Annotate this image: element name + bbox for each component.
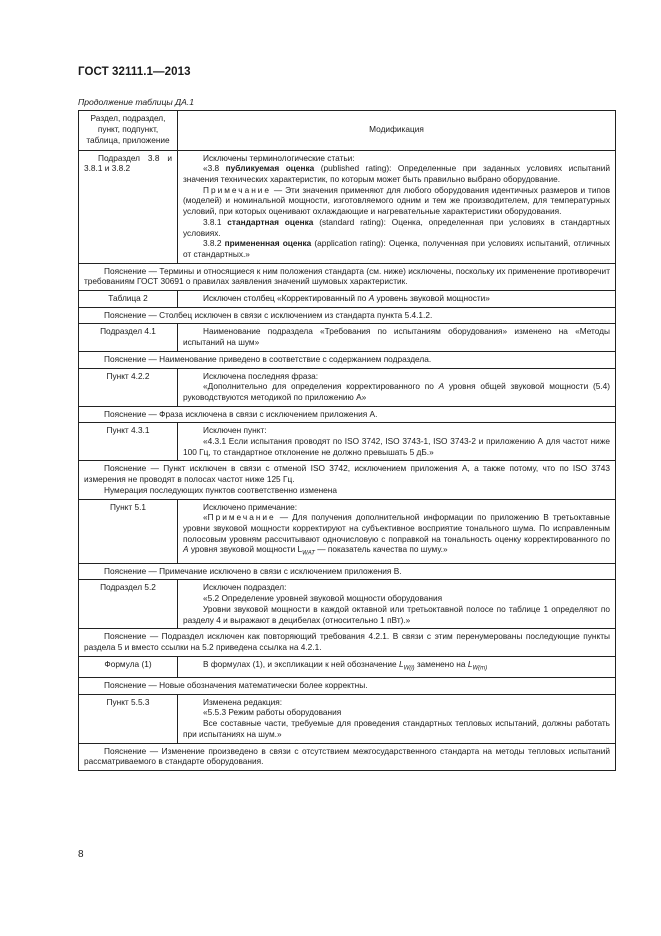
col2-header: Модификация	[178, 111, 616, 151]
mod-line: «5.5.3 Режим работы оборудования	[203, 707, 342, 718]
row-modification: Наименование подраздела «Требования по испытаниям оборудования» изменено на «Методы испытаний на шум»	[178, 324, 616, 351]
modification-table	[78, 110, 616, 771]
table-caption: Продолжение таблицы ДА.1	[78, 97, 195, 107]
note-row	[79, 461, 616, 499]
row-modification	[178, 368, 616, 406]
mod-line: «4.3.1 Если испытания проводят по ISO 3742, ISO 3743-1, ISO 3743-2 и приложению А для частот ниже 100 Гц, то стандартное отклонение не должно превышать 5 дБ.»	[183, 436, 610, 457]
mod-line: Примечание — Эти значения применяют для любого оборудования идентичных размеров и типов (моделей) и номинальной мощности, изготовляемого одним и тем же производителем, для температурных условий, при которых оценивают охлаждающие и нагревательные характеристики оборудования.	[183, 184, 610, 217]
table-row	[79, 324, 616, 351]
mod-line: «5.2 Определение уровней звуковой мощности оборудования	[203, 593, 443, 604]
table-row	[79, 499, 616, 563]
row-modification	[178, 580, 616, 629]
row-label: Подраздел 3.8 и 3.8.1 и 3.8.2	[79, 150, 178, 263]
table-row	[79, 368, 616, 406]
mod-line: «3.8 публикуемая оценка (published rating): Определенные при заданных условиях испытаний значения технических характеристик, по которым может быть правильно выбрано оборудование.	[183, 163, 610, 185]
explanation-note: Пояснение — Новые обозначения математически более корректны.	[79, 678, 616, 695]
row-label: Пункт 4.3.1	[79, 423, 178, 461]
mod-line: «Дополнительно для определения корректированного по А уровня общей звуковой мощности (5.4) руководствуются методикой по приложению А»	[183, 381, 610, 402]
table-row	[79, 150, 616, 263]
explanation-note: Пояснение — Пункт исключен в связи с отменой ISO 3742, исключением приложения А, а также потому, что по ISO 3743 измерения не проводят в полосах частот ниже 125 Гц. Нумерация последующих пунктов соответственно изменена	[79, 461, 616, 499]
row-modification: В формулах (1), и экспликации к ней обозначение $L_{W(i)}$ заменено на $L_{W(m)}$	[178, 656, 616, 677]
row-modification	[178, 694, 616, 743]
mod-line: Исключена последняя фраза:	[203, 370, 319, 381]
table-row	[79, 423, 616, 461]
note-row	[79, 743, 616, 770]
row-label: Подраздел 5.2	[79, 580, 178, 629]
mod-line: 3.8.2 примененная оценка (application rating): Оценка, полученная при условиях испытаний, отличных от стандартных.»	[183, 238, 611, 259]
row-label: Подраздел 4.1	[79, 324, 178, 351]
row-modification	[178, 150, 616, 263]
table-row	[79, 291, 616, 308]
table-row	[79, 656, 616, 677]
document-header: ГОСТ 32111.1—2013	[78, 66, 191, 78]
row-label: Пункт 4.2.2	[79, 368, 178, 406]
row-modification: Исключен столбец «Корректированный по А уровень звуковой мощности»	[178, 291, 616, 308]
row-modification	[178, 499, 616, 563]
mod-line: Исключен подраздел:	[203, 582, 287, 593]
mod-line: Изменена редакция:	[203, 696, 283, 707]
table-row	[79, 694, 616, 743]
note-row	[79, 406, 616, 423]
explanation-note: Пояснение — Изменение произведено в связи с отсутствием межгосударственного стандарта на методы тепловых испытаний рассматриваемого в стандарте оборудования.	[79, 743, 616, 770]
row-label: Таблица 2	[79, 291, 178, 308]
row-modification	[178, 423, 616, 461]
note-row	[79, 351, 616, 368]
table-row	[79, 580, 616, 629]
page-number: 8	[78, 849, 84, 860]
note-row	[79, 563, 616, 580]
note-row	[79, 263, 616, 290]
explanation-note: Пояснение — Наименование приведено в соответствие с содержанием подраздела.	[79, 351, 616, 368]
col1-header: Раздел, подраздел, пункт, подпункт, таблица, приложение	[79, 111, 178, 151]
mod-line: 3.8.1 стандартная оценка (standard rating): Оценка, определенная при условиях в стандартных условиях.	[183, 216, 611, 238]
explanation-note: Пояснение — Столбец исключен в связи с исключением из стандарта пункта 5.4.1.2.	[79, 307, 616, 324]
row-label: Пункт 5.1	[79, 499, 178, 563]
explanation-note: Пояснение — Фраза исключена в связи с исключением приложения А.	[79, 406, 616, 423]
explanation-note: Пояснение — Примечание исключено в связи с исключением приложения В.	[79, 563, 616, 580]
table-header-row	[79, 111, 616, 151]
row-label: Формула (1)	[79, 656, 178, 677]
mod-line: Исключено примечание:	[203, 501, 298, 512]
mod-line: Исключен пункт:	[203, 425, 267, 436]
note-row	[79, 307, 616, 324]
row-label: Пункт 5.5.3	[79, 694, 178, 743]
mod-line: Все составные части, требуемые для проведения стандартных тепловых испытаний, должны работать при испытаниях на шум.»	[183, 718, 610, 739]
mod-line: «Примечание — Для получения дополнительной информации по приложению В третьоктавные уровни звуковой мощности корректируют на субъективное восприятие тонального шума. По исправленным полосовым уровням рассчитывают одночисловую с поправкой на тональность оценку корректированного по А уровня звуковой мощности $L_{WAT}$ — показатель качества по шуму.»	[183, 512, 610, 558]
note-row	[79, 678, 616, 695]
mod-line: Исключены терминологические статьи:	[203, 152, 355, 163]
explanation-note: Пояснение — Подраздел исключен как повторяющий требования 4.2.1. В связи с этим перенумерованы последующие пункты раздела 5 и вместо ссылки на 5.2 приведена ссылка на 4.2.1.	[79, 629, 616, 656]
mod-line: Уровни звуковой мощности в каждой октавной или третьоктавной полосе по таблице 1 определяют по разделу 4 и выражают в децибелах (относительно 1 пВт).»	[183, 603, 610, 625]
explanation-note: Пояснение — Термины и относящиеся к ним положения стандарта (см. ниже) исключены, поскольку их применение противоречит требованиям ГОСТ 30691 о правилах заявления значений шумовых характеристик.	[79, 263, 616, 290]
note-row	[79, 629, 616, 656]
